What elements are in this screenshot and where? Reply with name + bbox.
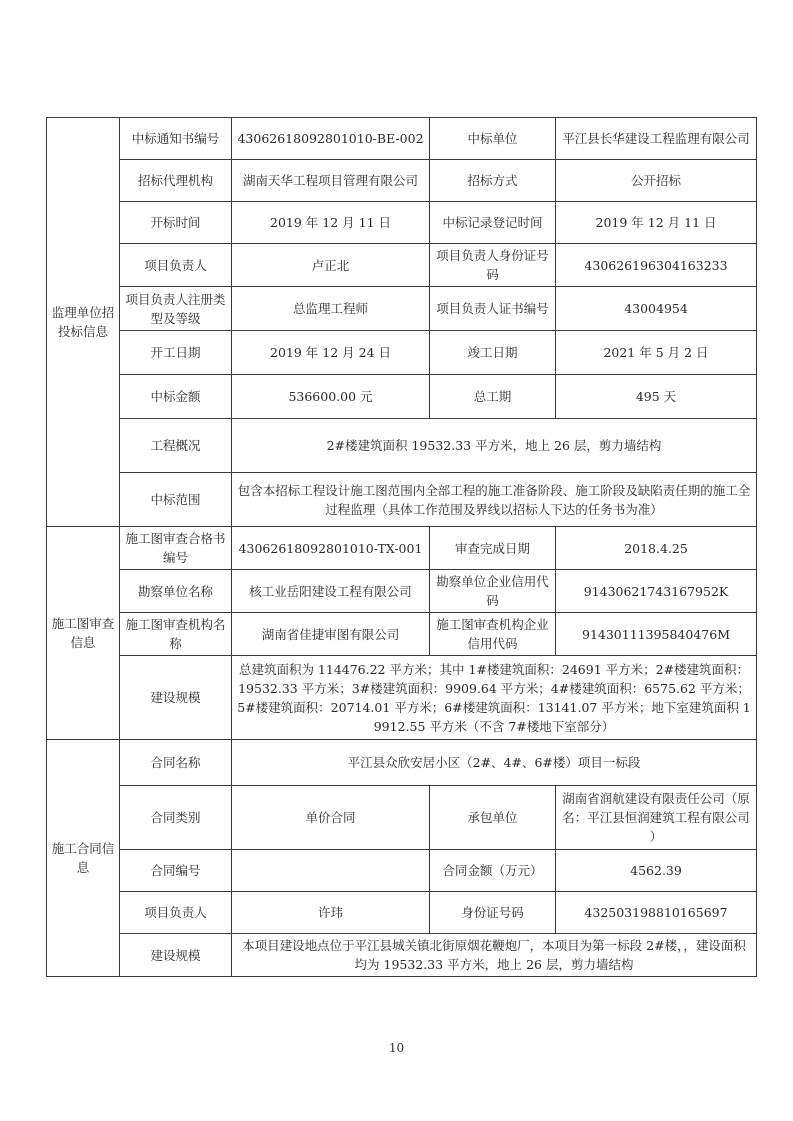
reg-type: 总监理工程师 (232, 287, 430, 331)
contract-scale: 本项目建设地点位于平江县城关镇北街原烟花鞭炮厂，本项目为第一标段 2#楼，，建设面积均为 19532.33 平方米，地上 26 层，剪力墙结构 (232, 934, 757, 977)
record-date: 2019 年 12 月 11 日 (556, 202, 757, 244)
start-date-label: 开工日期 (120, 331, 232, 375)
page-number: 10 (388, 1041, 405, 1055)
contract-type: 单价合同 (232, 786, 430, 850)
survey-unit-label: 勘察单位名称 (120, 570, 232, 613)
agency: 湖南天华工程项目管理有限公司 (232, 160, 430, 202)
table-row (47, 613, 757, 656)
project-info-table (46, 117, 757, 977)
agency-label: 招标代理机构 (120, 160, 232, 202)
table-row (47, 527, 757, 570)
table-row (47, 740, 757, 786)
table-row (47, 244, 757, 287)
contract-scale-label: 建设规模 (120, 934, 232, 977)
contract-amount-label: 合同金额（万元） (430, 850, 556, 892)
table-row (47, 375, 757, 419)
section-contract: 施工合同信息 (47, 740, 120, 977)
manager-id: 430626196304163233 (556, 244, 757, 287)
section-drawing-review: 施工图审查信息 (47, 527, 120, 740)
scope-label: 中标范围 (120, 473, 232, 527)
review-scale: 总建筑面积为 114476.22 平方米；其中 1#楼建筑面积：24691 平方米；2#楼建筑面积：19532.33 平方米；3#楼建筑面积：9909.64 平方米；4#楼建筑面积：6575.62 平方米；5#楼建筑面积：20714.01 平方米；6#楼建筑面积：13141.07 平方米；地下室建筑面积 19912.55 平方米（不含 7#楼地下室部分） (232, 656, 757, 740)
table-row (47, 850, 757, 892)
survey-code: 91430621743167952K (556, 570, 757, 613)
open-date: 2019 年 12 月 11 日 (232, 202, 430, 244)
review-scale-label: 建设规模 (120, 656, 232, 740)
winning-unit-label: 中标单位 (430, 118, 556, 160)
scope: 包含本招标工程设计施工图范围内全部工程的施工准备阶段、施工阶段及缺陷责任期的施工全过程监理（具体工作范围及界线以招标人下达的任务书为准） (232, 473, 757, 527)
table-row (47, 160, 757, 202)
survey-code-label: 勘察单位企业信用代码 (430, 570, 556, 613)
contract-manager: 许玮 (232, 892, 430, 934)
reviewer-label: 施工图审查机构名称 (120, 613, 232, 656)
table-row (47, 331, 757, 375)
cert-no-label: 项目负责人证书编号 (430, 287, 556, 331)
winning-unit: 平江县长华建设工程监理有限公司 (556, 118, 757, 160)
manager: 卢正北 (232, 244, 430, 287)
review-cert-no: 43062618092801010-TX-001 (232, 527, 430, 570)
reg-type-label: 项目负责人注册类型及等级 (120, 287, 232, 331)
contractor: 湖南省润航建设有限责任公司（原名：平江县恒润建筑工程有限公司 ） (556, 786, 757, 850)
end-date-label: 竣工日期 (430, 331, 556, 375)
section-supervision: 监理单位招投标信息 (47, 118, 120, 527)
table-row (47, 118, 757, 160)
method: 公开招标 (556, 160, 757, 202)
open-date-label: 开标时间 (120, 202, 232, 244)
table-row (47, 934, 757, 977)
table-row (47, 786, 757, 850)
table-row (47, 419, 757, 473)
period: 495 天 (556, 375, 757, 419)
table-row (47, 656, 757, 740)
record-date-label: 中标记录登记时间 (430, 202, 556, 244)
reviewer: 湖南省佳捷审图有限公司 (232, 613, 430, 656)
table-row (47, 473, 757, 527)
survey-unit: 核工业岳阳建设工程有限公司 (232, 570, 430, 613)
method-label: 招标方式 (430, 160, 556, 202)
manager-id-label: 项目负责人身份证号码 (430, 244, 556, 287)
contract-no (232, 850, 430, 892)
contract-name: 平江县众欣安居小区（2#、4#、6#楼）项目一标段 (232, 740, 757, 786)
contract-manager-label: 项目负责人 (120, 892, 232, 934)
reviewer-code: 91430111395840476M (556, 613, 757, 656)
award-notice-no: 43062618092801010-BE-002 (232, 118, 430, 160)
contract-id: 432503198810165697 (556, 892, 757, 934)
reviewer-code-label: 施工图审查机构企业信用代码 (430, 613, 556, 656)
start-date: 2019 年 12 月 24 日 (232, 331, 430, 375)
overview-label: 工程概况 (120, 419, 232, 473)
contract-id-label: 身份证号码 (430, 892, 556, 934)
bid-amount: 536600.00 元 (232, 375, 430, 419)
manager-label: 项目负责人 (120, 244, 232, 287)
contract-name-label: 合同名称 (120, 740, 232, 786)
period-label: 总工期 (430, 375, 556, 419)
review-done-date: 2018.4.25 (556, 527, 757, 570)
contract-amount: 4562.39 (556, 850, 757, 892)
review-cert-no-label: 施工图审查合格书编号 (120, 527, 232, 570)
overview: 2#楼建筑面积 19532.33 平方米，地上 26 层，剪力墙结构 (232, 419, 757, 473)
contract-no-label: 合同编号 (120, 850, 232, 892)
bid-amount-label: 中标金额 (120, 375, 232, 419)
table-row (47, 202, 757, 244)
table-row (47, 287, 757, 331)
contractor-label: 承包单位 (430, 786, 556, 850)
cert-no: 43004954 (556, 287, 757, 331)
contract-type-label: 合同类别 (120, 786, 232, 850)
end-date: 2021 年 5 月 2 日 (556, 331, 757, 375)
review-done-date-label: 审查完成日期 (430, 527, 556, 570)
award-notice-no-label: 中标通知书编号 (120, 118, 232, 160)
table-row (47, 570, 757, 613)
table-row (47, 892, 757, 934)
